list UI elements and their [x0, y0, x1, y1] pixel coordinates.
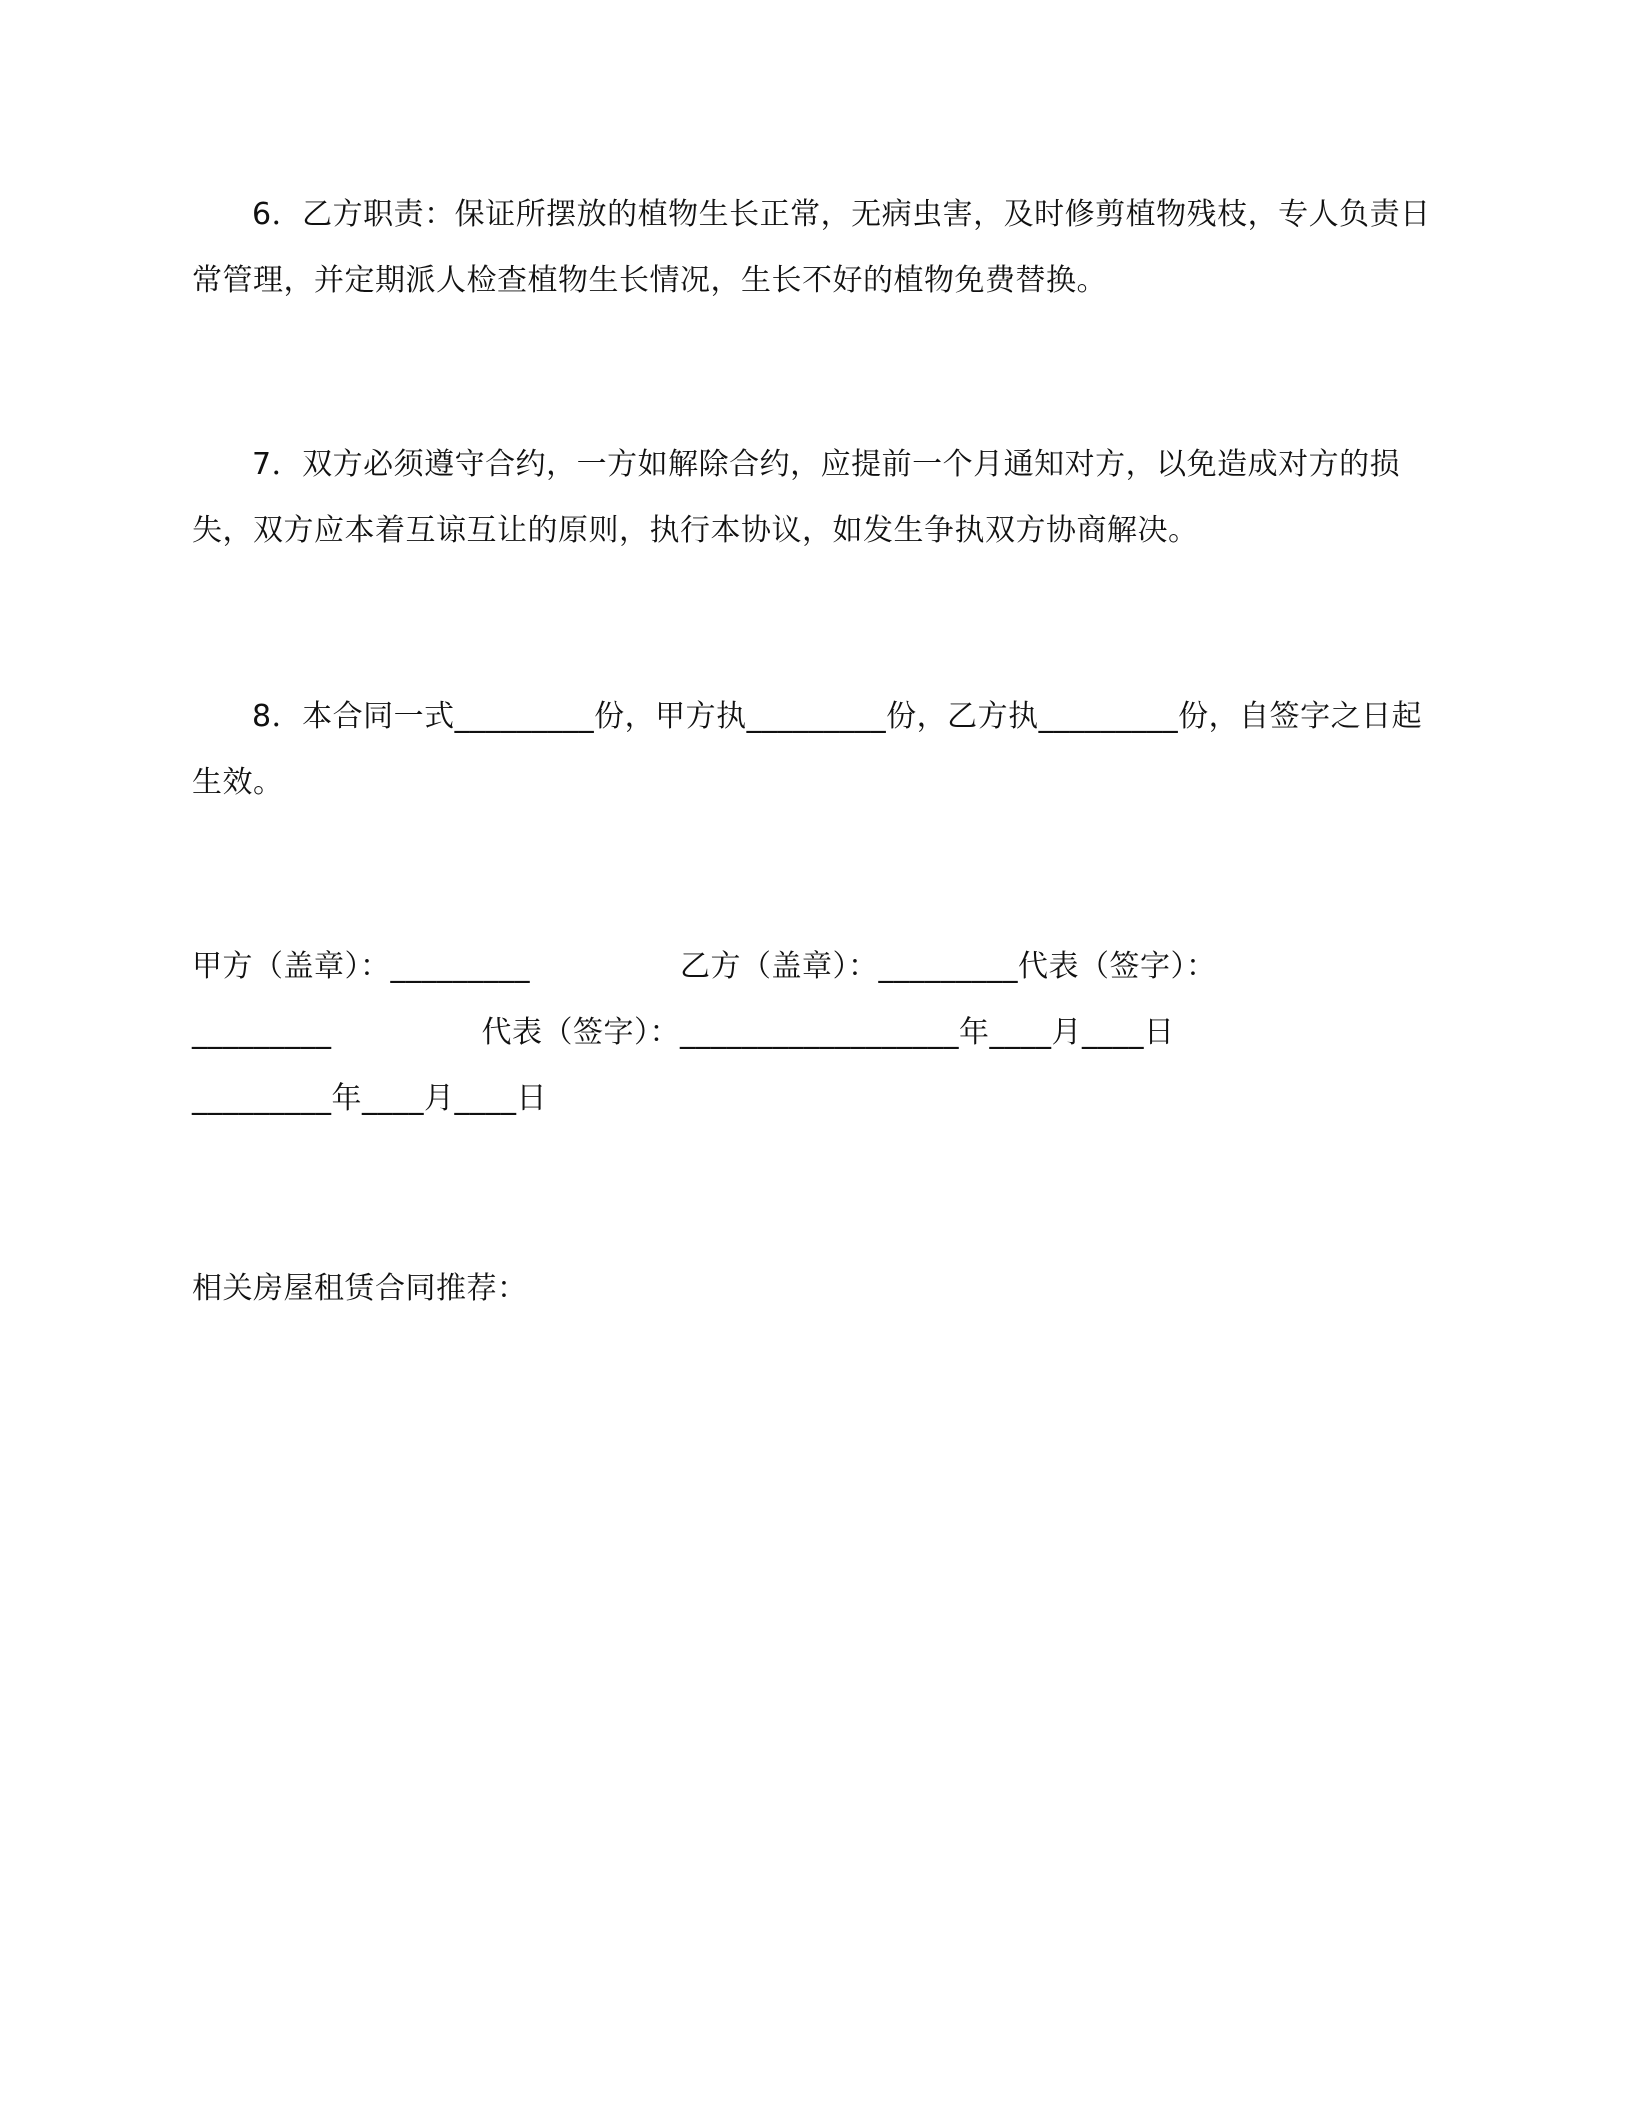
- party-b-rep: 代表（签字）：__________________年____月____日: [481, 1015, 1175, 1050]
- signature-line-3: [192, 1066, 1452, 1132]
- signature-block: [192, 934, 1452, 1132]
- party-a-date: _________年____月____日: [192, 1081, 547, 1116]
- party-a-seal: 甲方（盖章）：_________: [192, 949, 530, 984]
- clause-7: 7．双方必须遵守合约，一方如解除合约，应提前一个月通知对方，以免造成对方的损失，双方应本着互谅互让的原则，执行本协议，如发生争执双方协商解决。: [192, 447, 1401, 548]
- signature-line-1: [192, 934, 1452, 1000]
- party-b-seal: 乙方（盖章）：_________代表（签字）：: [680, 949, 1217, 984]
- signature-line-2: [192, 1000, 1452, 1066]
- clause-6: 6．乙方职责：保证所摆放的植物生长正常，无病虫害，及时修剪植物残枝，专人负责日常管理，并定期派人检查植物生长情况，生长不好的植物免费替换。: [192, 197, 1431, 298]
- party-a-rep-blank: _________: [192, 1015, 332, 1050]
- clause-8: 8．本合同一式_________份，甲方执_________份，乙方执_________份，自签字之日起生效。: [192, 699, 1423, 800]
- recommend-label: 相关房屋租赁合同推荐：: [192, 1271, 528, 1306]
